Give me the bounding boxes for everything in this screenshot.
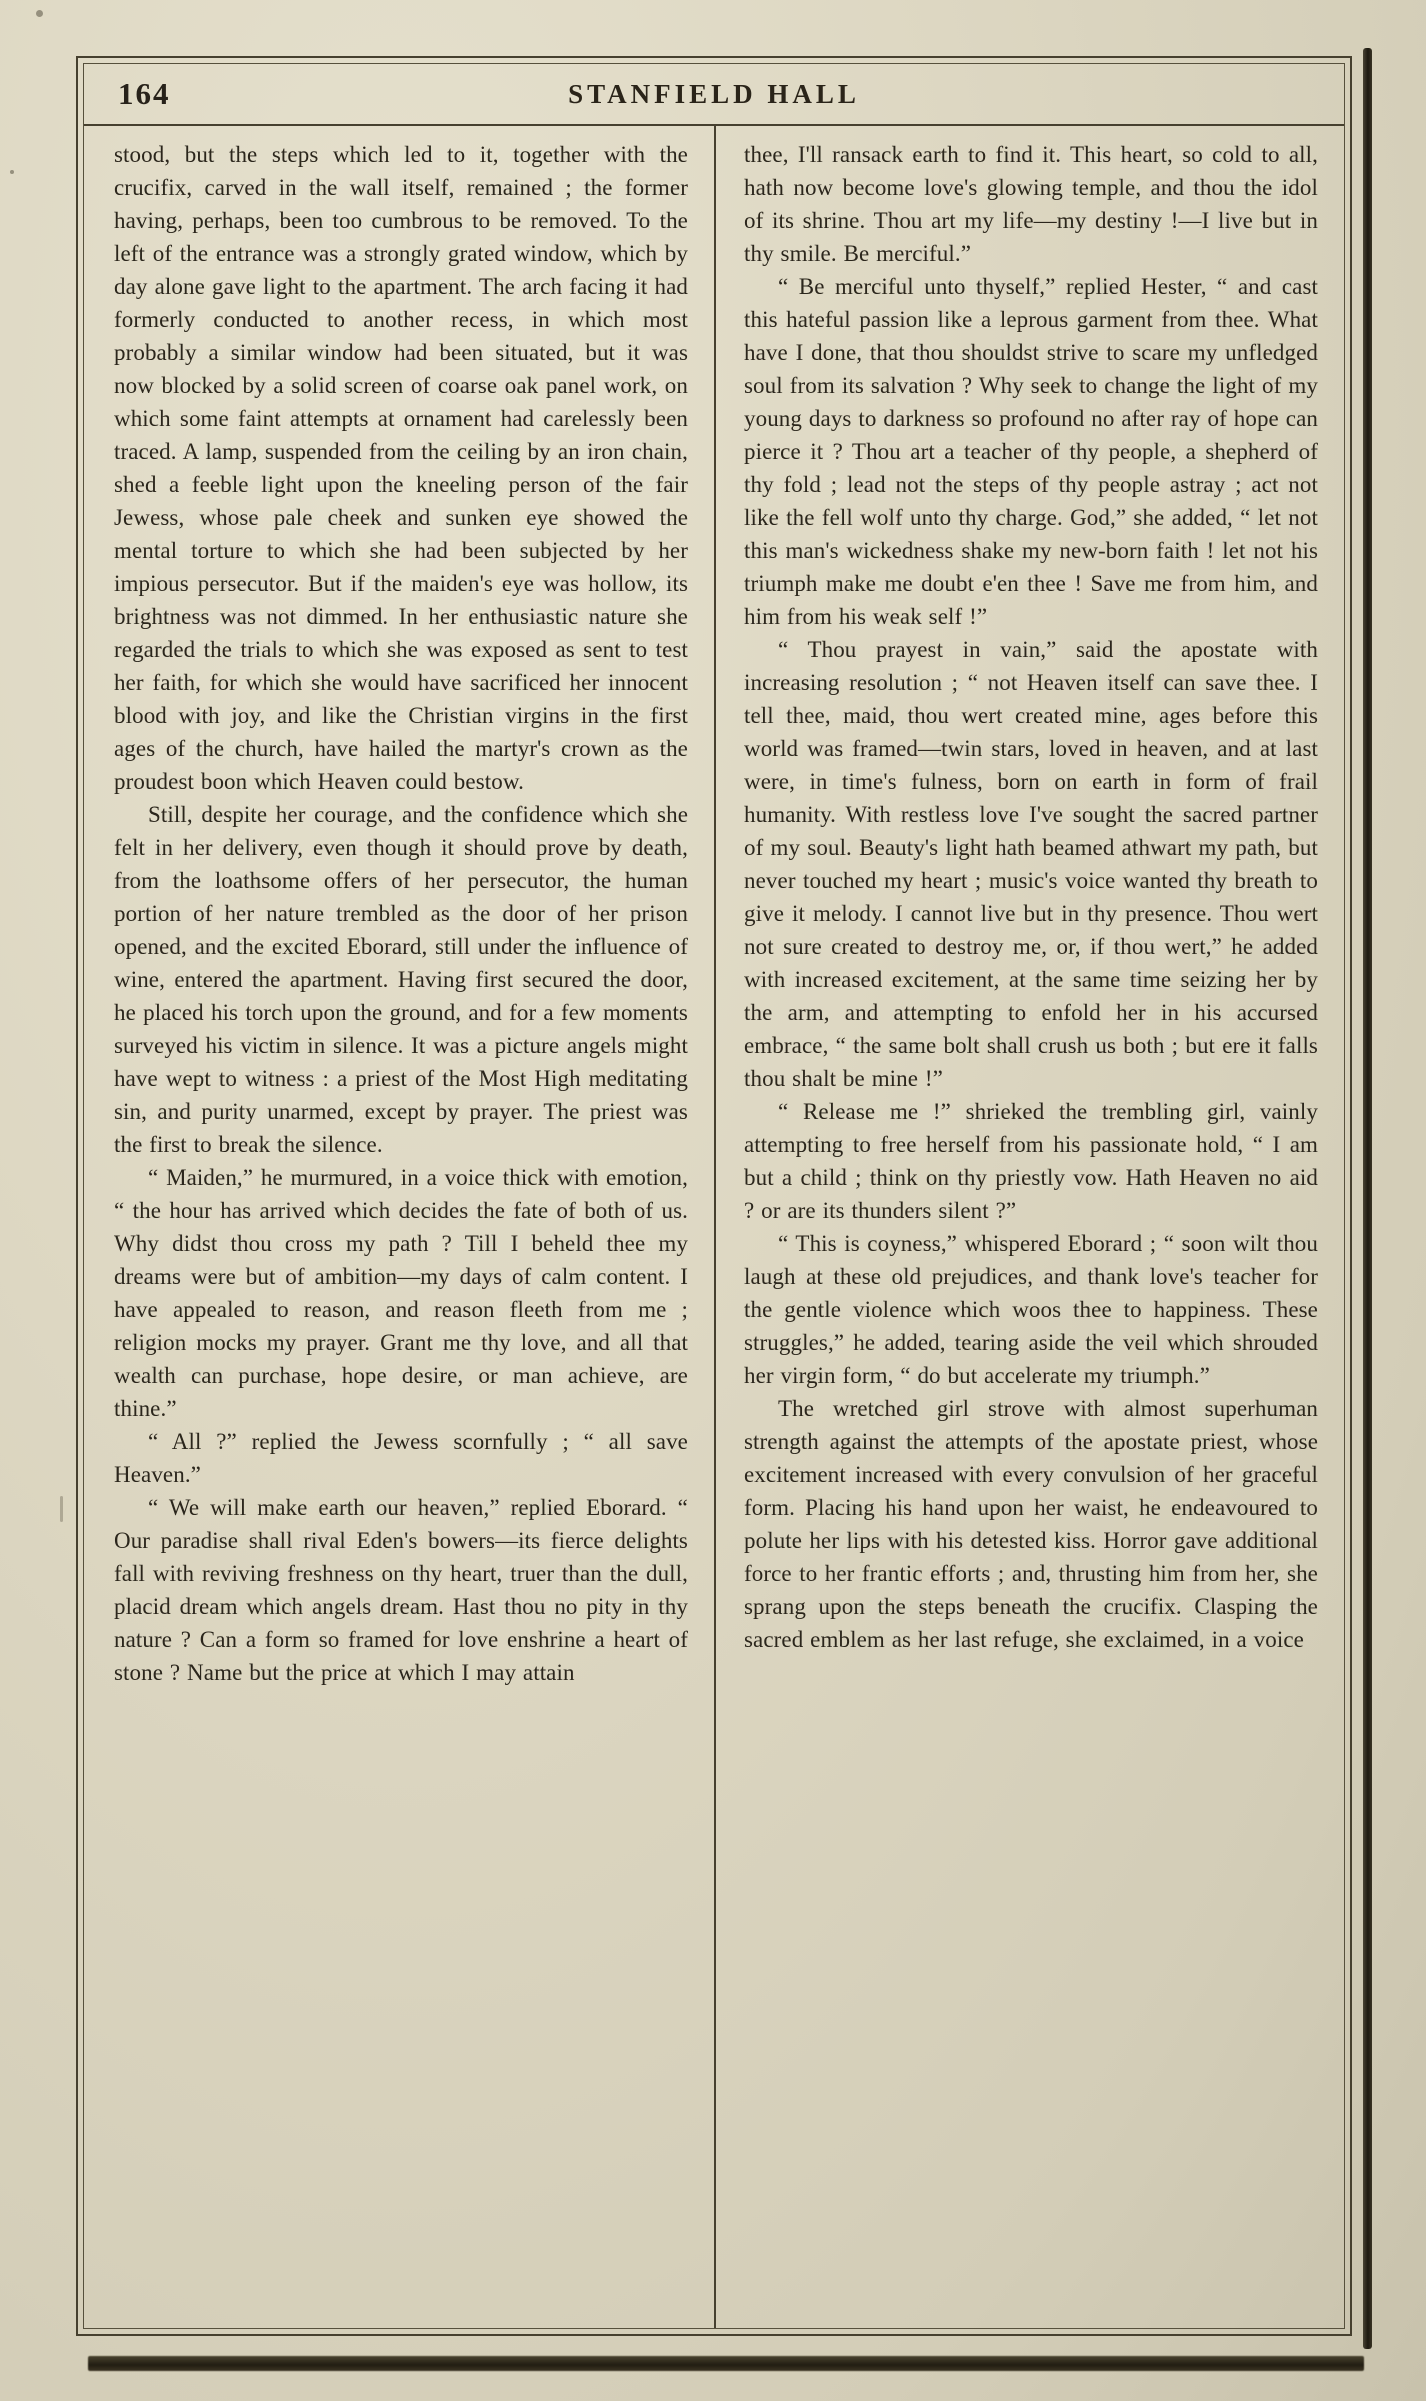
paragraph: “ All ?” replied the Jewess scornfully ; “ all save Heaven.”	[114, 1429, 688, 1487]
paragraph: “ Release me !” shrieked the trembling girl, vainly attempting to free herself from his passionate hold, “ I am but a child ; think on thy priestly vow. Hath Heaven no aid ? or are its thunders silent ?”	[744, 1099, 1318, 1223]
paragraph: “ Maiden,” he murmured, in a voice thick with emotion, “ the hour has arrived which decides the fate of both of us. Why didst thou cross my path ? Till I beheld thee my dreams were but of ambition—my days of calm content. I have appealed to reason, and reason fleeth from me ; religion mocks my prayer. Grant me thy love, and all that wealth can purchase, hope desire, or man achieve, are thine.”	[114, 1165, 688, 1421]
paragraph: “ This is coyness,” whispered Eborard ; “ soon wilt thou laugh at these old prejudices, and thank love's teacher for the gentle violence which woos thee to happiness. These struggles,” he added, tearing aside the veil which shrouded her virgin form, “ do but accelerate my triumph.”	[744, 1231, 1318, 1388]
scan-speck	[36, 10, 43, 17]
paragraph: stood, but the steps which led to it, together with the crucifix, carved in the wall itself, remained ; the former having, perhaps, been too cumbrous to be removed. To the left of the entrance was a strongly grated window, which by day alone gave light to the apartment. The arch facing it had formerly conducted to another recess, in which most probably a similar window had been situated, but it was now blocked by a solid screen of coarse oak panel work, on which some faint attempts at ornament had carelessly been traced. A lamp, suspended from the ceiling by an iron chain, shed a feeble light upon the kneeling person of the fair Jewess, whose pale cheek and sunken eye showed the mental torture to which she had been subjected by her impious persecutor. But if the maiden's eye was hollow, its brightness was not dimmed. In her enthusiastic nature she regarded the trials to which she was exposed as sent to test her faith, for which she would have sacrificed her innocent blood with joy, and like the Christian virgins in the first ages of the church, have hailed the martyr's crown as the proudest boon which Heaven could bestow.	[114, 142, 688, 794]
text-columns	[84, 126, 1344, 2328]
column-left	[84, 126, 714, 2328]
scan-speck	[60, 1496, 63, 1522]
running-title: STANFIELD HALL	[568, 78, 860, 109]
paragraph: “ We will make earth our heaven,” replied Eborard. “ Our paradise shall rival Eden's bowers—its fierce delights fall with reviving freshness on thy heart, truer than the dull, placid dream which angels dream. Hast thou no pity in thy nature ? Can a form so framed for love enshrine a heart of stone ? Name but the price at which I may attain	[114, 1495, 688, 1685]
running-head	[84, 64, 1344, 126]
paragraph: The wretched girl strove with almost superhuman strength against the attempts of the apostate priest, whose excitement increased with every convulsion of her graceful form. Placing his hand upon her waist, he endeavoured to polute her lips with his detested kiss. Horror gave additional force to her frantic efforts ; and, thrusting him from her, she sprang upon the steps beneath the crucifix. Clasping the sacred emblem as her last refuge, she exclaimed, in a voice	[744, 1396, 1318, 1652]
scan-speck	[10, 170, 14, 174]
page-number: 164	[118, 76, 171, 111]
page-bottom-shadow	[88, 2356, 1364, 2371]
page-border-frame	[76, 56, 1352, 2336]
paragraph: Still, despite her courage, and the confidence which she felt in her delivery, even though it should prove by death, from the loathsome offers of her persecutor, the human portion of her nature trembled as the door of her prison opened, and the excited Eborard, still under the influence of wine, entered the apartment. Having first secured the door, he placed his torch upon the ground, and for a few moments surveyed his victim in silence. It was a picture angels might have wept to witness : a priest of the Most High meditating sin, and purity unarmed, except by prayer. The priest was the first to break the silence.	[114, 802, 688, 1157]
paragraph: “ Be merciful unto thyself,” replied Hester, “ and cast this hateful passion like a leprous garment from thee. What have I done, that thou shouldst strive to scare my unfledged soul from its salvation ? Why seek to change the light of my young days to darkness so profound no after ray of hope can pierce it ? Thou art a teacher of thy people, a shepherd of thy fold ; lead not the steps of thy people astray ; act not like the fell wolf unto thy charge. God,” she added, “ let not this man's wickedness shake my new-born faith ! let not his triumph make me doubt e'en thee ! Save me from him, and him from his weak self !”	[744, 274, 1318, 629]
paragraph: “ Thou prayest in vain,” said the apostate with increasing resolution ; “ not Heaven itself can save thee. I tell thee, maid, thou wert created mine, ages before this world was framed—twin stars, loved in heaven, and at last were, in time's fulness, born on earth in form of frail humanity. With restless love I've sought the sacred partner of my soul. Beauty's light hath beamed athwart my path, but never touched my heart ; music's voice wanted thy breath to give it melody. I cannot live but in thy presence. Thou wert not sure created to destroy me, or, if thou wert,” he added with increased excitement, at the same time seizing her by the arm, and attempting to enfold her in his accursed embrace, “ the same bolt shall crush us both ; but ere it falls thou shalt be mine !”	[744, 637, 1318, 1091]
page-border-frame-inner	[83, 63, 1345, 2329]
column-right	[714, 126, 1344, 2328]
book-spine-shadow	[1363, 48, 1372, 2349]
paragraph: thee, I'll ransack earth to find it. This heart, so cold to all, hath now become love's glowing temple, and thou the idol of its shrine. Thou art my life—my destiny !—I live but in thy smile. Be merciful.”	[744, 142, 1318, 266]
